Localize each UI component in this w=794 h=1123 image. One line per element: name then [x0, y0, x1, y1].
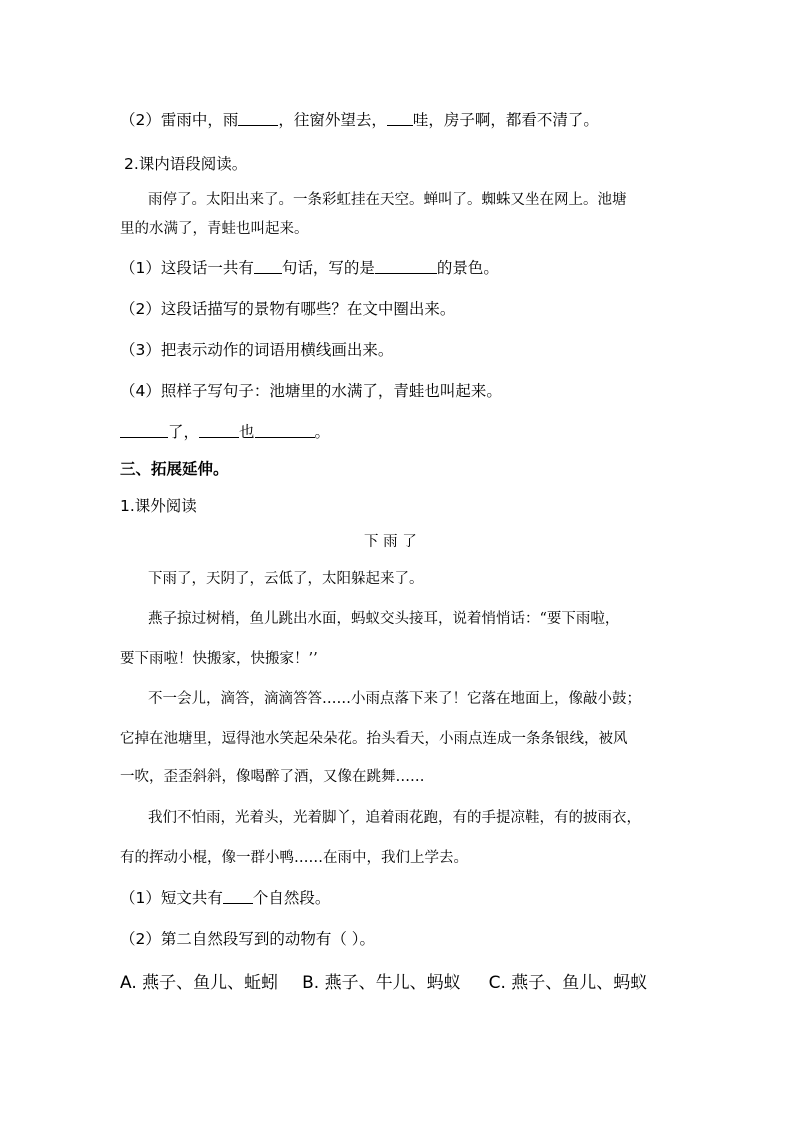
question-scenery-circle: （2）这段话描写的景物有哪些？在文中圈出来。 [120, 300, 456, 318]
question-animals: （2）第二自然段写到的动物有（ ）。 [120, 930, 376, 948]
passage-line-1: 雨停了。太阳出来了。一条彩虹挂在天空。蝉叫了。蜘蛛又坐在网上。池塘 [148, 192, 627, 208]
answer-blank[interactable] [255, 422, 315, 438]
question-action-words: （3）把表示动作的词语用横线画出来。 [120, 341, 394, 359]
answer-blank[interactable] [254, 258, 282, 274]
passage-line-2: 里的水满了，青蛙也叫起来。 [120, 221, 309, 237]
section-heading-in-class-reading: 2.课内语段阅读。 [124, 155, 248, 173]
answer-blank[interactable] [387, 110, 413, 126]
question-q2-thunderstorm: （2）雷雨中，雨 ，往窗外望去， 哇，房子啊，都看不清了。 [120, 111, 599, 129]
answer-blank[interactable] [120, 422, 168, 438]
question-paragraph-count: （1）短文共有 个自然段。 [120, 889, 331, 907]
answer-blank[interactable] [238, 110, 278, 126]
reading-title: 下 雨 了 [364, 534, 417, 550]
question-imitate-sentence: （4）照样子写句子：池塘里的水满了，青蛙也叫起来。 [120, 382, 502, 400]
reading-paragraph-1: 下雨了，天阴了，云低了，太阳躲起来了。 [148, 571, 424, 587]
option-a[interactable]: A. 燕子、鱼儿、蚯蚓 [120, 973, 279, 993]
answer-blank[interactable] [199, 422, 239, 438]
reading-paragraph-3-line-1: 不一会儿，滴答，滴滴答答……小雨点落下来了！它落在地面上，像敲小鼓； [148, 691, 641, 707]
answer-blank[interactable] [223, 888, 253, 904]
option-c[interactable]: C. 燕子、鱼儿、蚂蚁 [488, 973, 648, 993]
reading-paragraph-3-line-3: 一吹，歪歪斜斜，像喝醉了酒，又像在跳舞…… [120, 769, 425, 785]
reading-paragraph-4-line-1: 我们不怕雨，光着头，光着脚丫，追着雨花跑，有的手提凉鞋，有的披雨衣， [148, 810, 641, 826]
reading-paragraph-2-line-1: 燕子掠过树梢，鱼儿跳出水面，蚂蚁交头接耳，说着悄悄话：“要下雨啦， [148, 611, 620, 627]
question-sentence-count: （1）这段话一共有 句话，写的是 的景色。 [120, 259, 499, 277]
section-heading-extension: 三、拓展延伸。 [120, 460, 229, 478]
fill-in-sentence: 了， 也 。 [120, 420, 330, 442]
reading-paragraph-2-line-2: 要下雨啦！快搬家，快搬家！’’ [120, 651, 318, 667]
reading-paragraph-3-line-2: 它掉在池塘里，逗得池水笑起朵朵花。抬头看天，小雨点连成一条条银线，被风 [120, 731, 628, 747]
answer-options [120, 968, 647, 993]
answer-blank[interactable] [375, 258, 437, 274]
option-b[interactable]: B. 燕子、牛儿、蚂蚁 [302, 973, 461, 993]
section-heading-extracurricular-reading: 1.课外阅读 [120, 497, 197, 515]
reading-paragraph-4-line-2: 有的挥动小棍，像一群小鸭……在雨中，我们上学去。 [120, 850, 468, 866]
